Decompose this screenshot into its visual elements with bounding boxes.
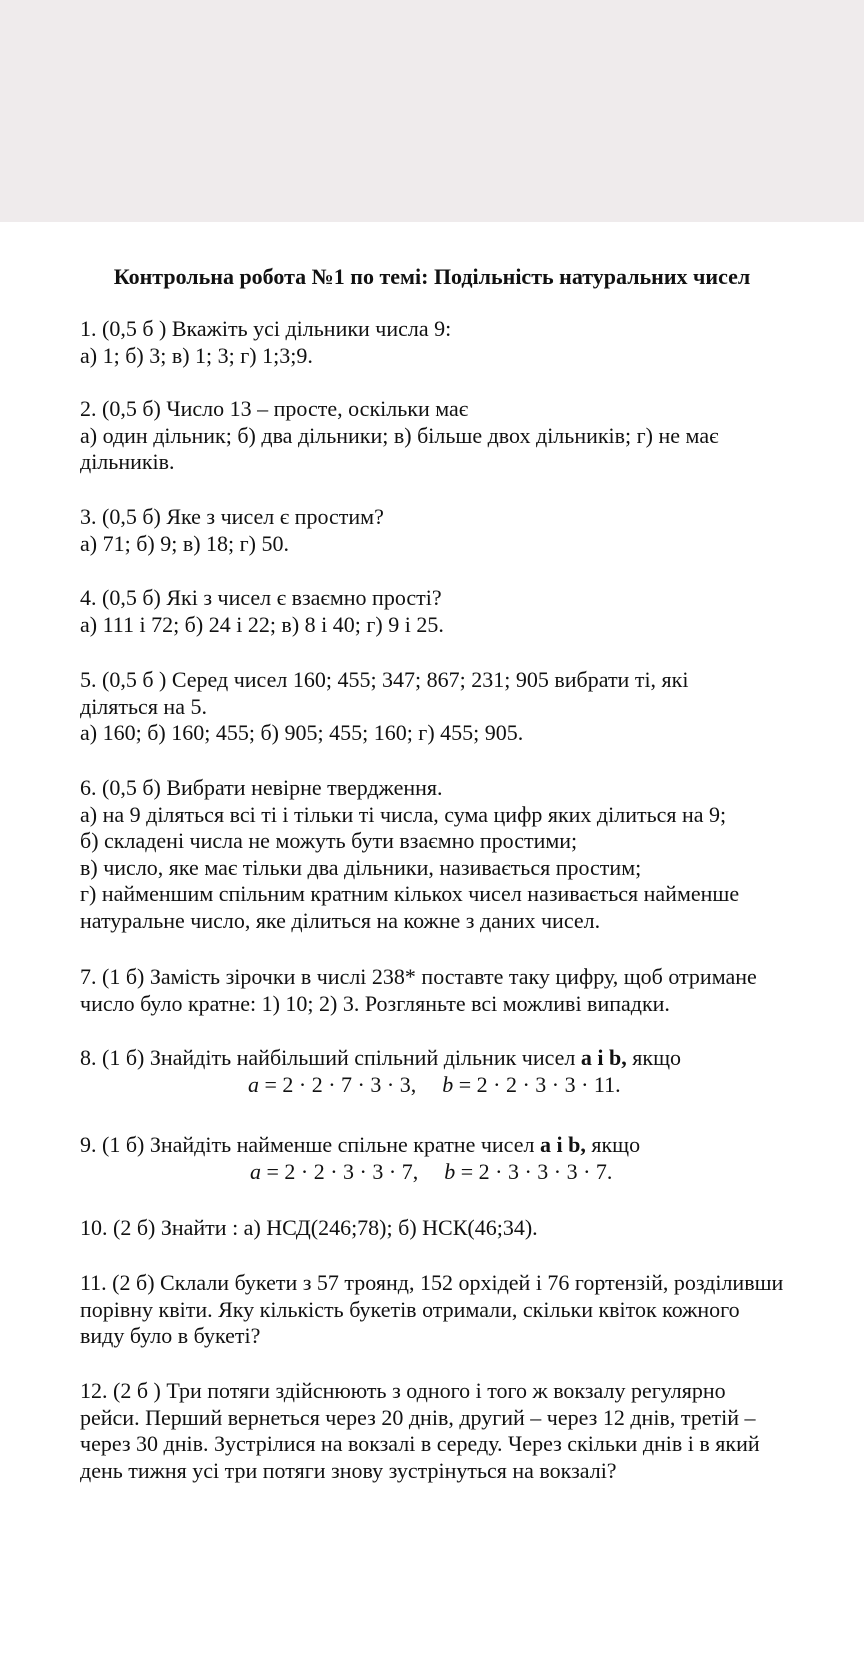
question-line: а) 160; б) 160; 455; б) 905; 455; 160; г) 455; 905. — [80, 720, 524, 745]
question-line: в) число, яке має тільки два дільники, називається простим; — [80, 854, 642, 880]
question-line: а) 1; б) 3; в) 1; 3; г) 1;3;9. — [80, 342, 313, 368]
question-10 — [80, 1215, 860, 1242]
question-line: а) один дільник; б) два дільники; в) більше двох дільників; г) не має — [80, 422, 719, 448]
top-margin-band — [0, 0, 864, 222]
question-line: 10. (2 б) Знайти : а) НСД(246;78); б) НСК(46;34). — [80, 1215, 538, 1240]
question-line: рейси. Перший вернеться через 20 днів, другий – через 12 днів, третій – — [80, 1404, 756, 1430]
question-line: а) 71; б) 9; в) 18; г) 50. — [80, 530, 290, 556]
expr-a: = 2 · 2 · 3 · 3 · 7, — [261, 1158, 419, 1184]
question-line: день тижня усі три потяги знову зустрінуться на вокзалі? — [80, 1457, 617, 1483]
var-a: a — [248, 1071, 259, 1097]
question-12 — [80, 1378, 860, 1484]
question-line: 11. (2 б) Склали букети з 57 троянд, 152 орхідей і 76 гортензій, розділивши — [80, 1270, 784, 1295]
expr-b: = 2 · 2 · 3 · 3 · 11. — [453, 1071, 621, 1097]
question-5 — [80, 667, 860, 747]
question-line: порівну квіти. Яку кількість букетів отримали, скільки квіток кожного — [80, 1296, 740, 1322]
variables-bold: a і b, — [539, 1132, 586, 1157]
question-8 — [80, 1045, 860, 1098]
var-b: b — [444, 1158, 456, 1184]
expr-a: = 2 · 2 · 7 · 3 · 3, — [259, 1071, 417, 1097]
question-text: 8. (1 б) Знайдіть найбільший спільний дільник чисел — [80, 1045, 581, 1070]
var-b: b — [442, 1071, 454, 1097]
question-11 — [80, 1270, 860, 1350]
question-6 — [80, 775, 860, 934]
question-line: 7. (1 б) Замість зірочки в числі 238* поставте таку цифру, щоб отримане — [80, 964, 757, 989]
question-line: 6. (0,5 б) Вибрати невірне твердження. — [80, 775, 443, 800]
var-a: a — [250, 1158, 261, 1184]
question-line: виду було в букеті? — [80, 1323, 261, 1348]
question-line: натуральне число, яке ділиться на кожне з даних чисел. — [80, 907, 601, 933]
question-2 — [80, 396, 860, 476]
question-line — [80, 1132, 860, 1159]
question-7 — [80, 964, 860, 1017]
question-line: б) складені числа не можуть бути взаємно простими; — [80, 828, 578, 853]
question-line: 3. (0,5 б) Яке з чисел є простим? — [80, 504, 384, 529]
question-line: діляться на 5. — [80, 693, 207, 719]
question-text-tail: якщо — [585, 1132, 641, 1157]
question-line: 5. (0,5 б ) Серед чисел 160; 455; 347; 867; 231; 905 вибрати ті, які — [80, 667, 689, 692]
question-1 — [80, 316, 860, 369]
formula-line — [80, 1159, 860, 1186]
question-line: г) найменшим спільним кратним кількох чисел називається найменше — [80, 881, 740, 906]
variables-bold: a і b, — [580, 1045, 627, 1070]
expr-b: = 2 · 3 · 3 · 3 · 7. — [455, 1158, 613, 1184]
question-3 — [80, 504, 860, 557]
question-line: 2. (0,5 б) Число 13 – просте, оскільки має — [80, 396, 469, 421]
question-line: через 30 днів. Зустрілися на вокзалі в середу. Через скільки днів і в який — [80, 1431, 760, 1456]
question-text-tail: якщо — [626, 1045, 682, 1070]
question-line: число було кратне: 1) 10; 2) 3. Розгляньте всі можливі випадки. — [80, 990, 670, 1016]
question-line: 1. (0,5 б ) Вкажіть усі дільники числа 9: — [80, 316, 452, 341]
question-line: 4. (0,5 б) Які з чисел є взаємно прості? — [80, 585, 442, 610]
question-text: 9. (1 б) Знайдіть найменше спільне кратне чисел — [80, 1132, 540, 1157]
question-4 — [80, 585, 860, 638]
question-line: дільників. — [80, 449, 175, 474]
question-line — [80, 1045, 860, 1072]
question-line: 12. (2 б ) Три потяги здійснюють з одного і того ж вокзалу регулярно — [80, 1378, 726, 1403]
question-line: а) на 9 діляться всі ті і тільки ті числа, сума цифр яких ділиться на 9; — [80, 801, 727, 827]
question-line: а) 111 і 72; б) 24 і 22; в) 8 і 40; г) 9 і 25. — [80, 611, 444, 637]
document-title: Контрольна робота №1 по темі: Подільність натуральних чисел — [113, 264, 751, 289]
formula-line — [80, 1072, 860, 1099]
question-9 — [80, 1132, 860, 1185]
